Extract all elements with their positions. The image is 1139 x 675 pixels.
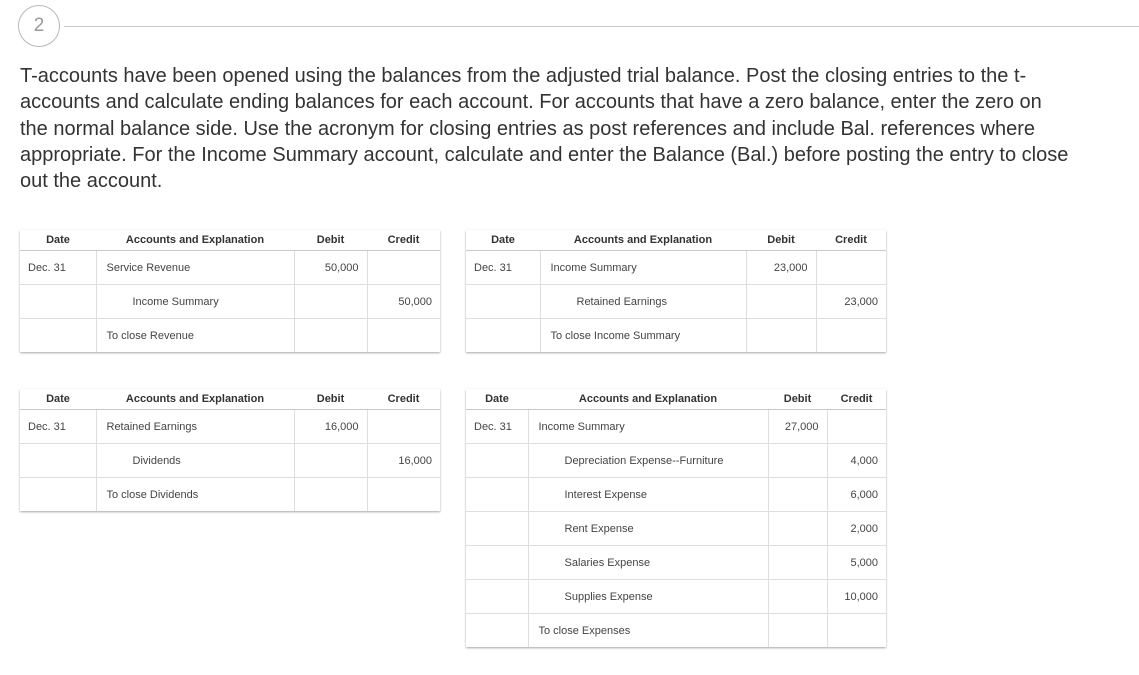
credit-cell[interactable]: 2,000: [827, 512, 886, 546]
debit-cell[interactable]: [294, 285, 367, 319]
debit-cell[interactable]: [768, 580, 827, 614]
credit-header: Credit: [827, 389, 886, 410]
debit-cell[interactable]: [768, 444, 827, 478]
credit-cell[interactable]: [827, 614, 886, 648]
debit-cell[interactable]: [746, 285, 816, 319]
table-row: [466, 319, 886, 353]
table-row: [466, 285, 886, 319]
credit-cell[interactable]: 16,000: [367, 444, 440, 478]
date-cell[interactable]: [466, 285, 540, 319]
date-header: Date: [466, 389, 528, 410]
table-row: [20, 410, 440, 444]
credit-cell[interactable]: 50,000: [367, 285, 440, 319]
credit-cell[interactable]: [367, 410, 440, 444]
table-row: [20, 319, 440, 353]
credit-cell[interactable]: 23,000: [816, 285, 886, 319]
account-cell[interactable]: Service Revenue: [96, 251, 294, 285]
date-header: Date: [20, 230, 96, 251]
account-cell[interactable]: Depreciation Expense--Furniture: [528, 444, 768, 478]
explanation-cell[interactable]: To close Expenses: [528, 614, 768, 648]
accounts-header: Accounts and Explanation: [96, 230, 294, 251]
date-header: Date: [20, 389, 96, 410]
account-cell[interactable]: Dividends: [96, 444, 294, 478]
table-row: [20, 444, 440, 478]
date-cell[interactable]: [466, 319, 540, 353]
debit-cell[interactable]: 50,000: [294, 251, 367, 285]
credit-cell[interactable]: [816, 251, 886, 285]
explanation-cell[interactable]: To close Income Summary: [540, 319, 746, 353]
debit-header: Debit: [294, 389, 367, 410]
account-cell[interactable]: Rent Expense: [528, 512, 768, 546]
table-row: [466, 512, 886, 546]
date-cell[interactable]: [466, 580, 528, 614]
journal-entry-close-revenue: [20, 230, 440, 352]
table-row: [20, 285, 440, 319]
account-cell[interactable]: Supplies Expense: [528, 580, 768, 614]
journal-entry-close-dividends: [20, 389, 440, 511]
credit-cell[interactable]: [367, 319, 440, 353]
account-cell[interactable]: Retained Earnings: [540, 285, 746, 319]
table-row: [466, 546, 886, 580]
debit-cell[interactable]: [294, 444, 367, 478]
explanation-cell[interactable]: To close Dividends: [96, 478, 294, 512]
header-divider: [64, 26, 1139, 27]
date-cell[interactable]: Dec. 31: [20, 251, 96, 285]
account-cell[interactable]: Income Summary: [540, 251, 746, 285]
credit-header: Credit: [816, 230, 886, 251]
credit-header: Credit: [367, 230, 440, 251]
date-cell[interactable]: [20, 478, 96, 512]
credit-cell[interactable]: 4,000: [827, 444, 886, 478]
debit-cell[interactable]: [768, 546, 827, 580]
date-cell[interactable]: [466, 444, 528, 478]
debit-cell[interactable]: [768, 614, 827, 648]
date-cell[interactable]: [466, 614, 528, 648]
credit-cell[interactable]: [367, 478, 440, 512]
date-cell[interactable]: [466, 512, 528, 546]
date-cell[interactable]: [20, 444, 96, 478]
credit-header: Credit: [367, 389, 440, 410]
table-row: [20, 478, 440, 512]
account-cell[interactable]: Retained Earnings: [96, 410, 294, 444]
debit-cell[interactable]: 23,000: [746, 251, 816, 285]
credit-cell[interactable]: [816, 319, 886, 353]
debit-cell[interactable]: [294, 319, 367, 353]
debit-cell[interactable]: [768, 512, 827, 546]
journal-entry-close-income-summary: [466, 230, 886, 352]
date-cell[interactable]: [466, 478, 528, 512]
instructions-text: T-accounts have been opened using the balances from the adjusted trial balance. Post the closing entries to the t-accounts and calculate ending balances for each account. For accounts that have a zero balance, enter the zero on the normal balance side. Use the acronym for closing entries as post references and include Bal. references where appropriate. For the Income Summary account, calculate and enter the Balance (Bal.) before posting the entry to close out the account.: [20, 65, 1069, 193]
date-header: Date: [466, 230, 540, 251]
table-row: [466, 614, 886, 648]
table-row: [466, 444, 886, 478]
debit-header: Debit: [768, 389, 827, 410]
credit-cell[interactable]: 10,000: [827, 580, 886, 614]
debit-cell[interactable]: [294, 478, 367, 512]
accounts-header: Accounts and Explanation: [540, 230, 746, 251]
account-cell[interactable]: Income Summary: [528, 410, 768, 444]
debit-cell[interactable]: [768, 478, 827, 512]
debit-cell[interactable]: 16,000: [294, 410, 367, 444]
table-row: [20, 251, 440, 285]
account-cell[interactable]: Salaries Expense: [528, 546, 768, 580]
accounts-header: Accounts and Explanation: [528, 389, 768, 410]
accounts-header: Accounts and Explanation: [96, 389, 294, 410]
date-cell[interactable]: [20, 319, 96, 353]
credit-cell[interactable]: [367, 251, 440, 285]
debit-cell[interactable]: [746, 319, 816, 353]
explanation-cell[interactable]: To close Revenue: [96, 319, 294, 353]
credit-cell[interactable]: 5,000: [827, 546, 886, 580]
credit-cell[interactable]: 6,000: [827, 478, 886, 512]
debit-cell[interactable]: 27,000: [768, 410, 827, 444]
date-cell[interactable]: [466, 546, 528, 580]
debit-header: Debit: [746, 230, 816, 251]
table-row: [466, 251, 886, 285]
account-cell[interactable]: Income Summary: [96, 285, 294, 319]
date-cell[interactable]: Dec. 31: [466, 251, 540, 285]
credit-cell[interactable]: [827, 410, 886, 444]
account-cell[interactable]: Interest Expense: [528, 478, 768, 512]
debit-header: Debit: [294, 230, 367, 251]
journal-entry-close-expenses: [466, 389, 886, 647]
step-number-badge: 2: [18, 5, 60, 47]
date-cell[interactable]: Dec. 31: [20, 410, 96, 444]
date-cell[interactable]: Dec. 31: [466, 410, 528, 444]
date-cell[interactable]: [20, 285, 96, 319]
table-row: [466, 478, 886, 512]
table-row: [466, 580, 886, 614]
table-row: [466, 410, 886, 444]
